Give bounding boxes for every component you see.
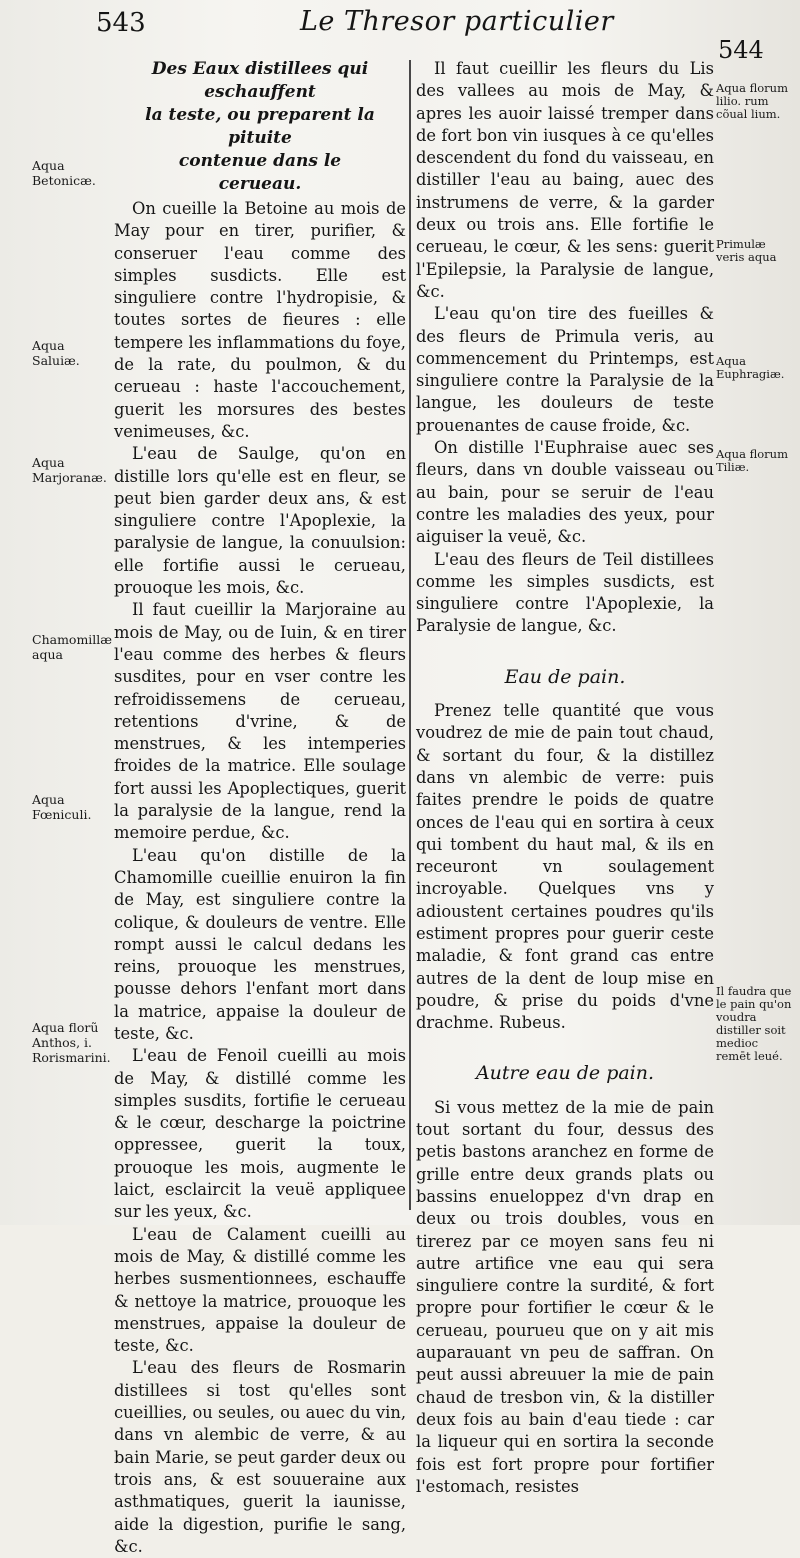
- margin-note: Aqua Marjoranæ.: [32, 455, 107, 485]
- paragraph-chamomille: L'eau qu'on distille de la Chamomille cueillie enuiron la fin de May, est singuliere contre la colique, & douleurs de ventre. Elle rompt aussi le calcul dedans les reins, prouoque les menstrues, pousse dehors l'enfant mort dans la matrice, appaise la douleur de teste, &c.: [114, 845, 406, 1043]
- section-title-autre-eau-de-pain: Autre eau de pain.: [475, 1062, 655, 1085]
- margin-note: Aqua Fœniculi.: [32, 792, 92, 822]
- paragraph-autre-eau-de-pain: Si vous mettez de la mie de pain tout sortant du four, dessus des petis bastons aranchez en forme de grille entre deux grands plats ou bassins enueloppez d'vn drap en deux ou trois doubles, vous en tirerez par ce moyen sans feu ni autre artifice vne eau qui sera singuliere contre la surdité, & fort propre pour fortifier le cœur & le cerueau, pourueu que on y ait mis auparauant vn peu de saffran. On peut aussi abreuuer la mie de pain chaud de tresbon vin, & la distiller deux fois au bain d'eau tiede : car la liqueur qui en sortira la seconde fois est fort propre pour fortifier l'estomach, resistes: [416, 1097, 714, 1496]
- margin-note: Chamomillæ aqua: [32, 632, 113, 662]
- right-column: [416, 58, 714, 1498]
- margin-note: Aqua florum lilio. rum cõual lium.: [716, 81, 788, 121]
- margin-note: Il faudra que le pain qu'on voudra distiller soit medioc remēt leué.: [716, 984, 792, 1063]
- paragraph-calament: L'eau de Calament cueilli au mois de May, & distillé comme les herbes susmentionnees, eschauffe & nettoye la matrice, prouoque les menstrues, appaise la douleur de teste, &c.: [114, 1224, 406, 1356]
- left-column: [114, 58, 406, 1558]
- page-number-right: 544: [718, 36, 764, 64]
- margin-note: Aqua Saluiæ.: [32, 338, 80, 368]
- running-title: [300, 6, 614, 37]
- running-title-text: Le Thresor particulier: [300, 6, 614, 37]
- column-divider: [409, 60, 411, 1210]
- margin-note: Aqua florũ Anthos, i. Rorismarini.: [32, 1020, 111, 1065]
- paragraph-primula: L'eau qu'on tire des fueilles & des fleurs de Primula veris, au commencement du Printemps, est singuliere contre la Paralysie de la langue, les douleurs de teste prouenantes de cause froide, &c.: [416, 304, 714, 435]
- margin-note: Primulæ veris aqua: [716, 237, 777, 264]
- title-line: contenue dans le: [178, 151, 342, 171]
- paragraph-euphraise: On distille l'Euphraise auec ses fleurs, dans vn double vaisseau ou au bain, pour se seruir de l'eau contre les maladies des yeux, pour aiguiser la veuë, &c.: [416, 438, 714, 547]
- chapter-title: [114, 58, 406, 196]
- section-title-eau-de-pain: Eau de pain.: [504, 665, 626, 688]
- title-line: la teste, ou preparent la pituite: [145, 105, 375, 148]
- paragraph-fenoil: L'eau de Fenoil cueilli au mois de May, & distillé comme les simples susdits, fortifie le cerueau & le cœur, descharge la poictrine oppressee, guerit la toux, prouoque les mois, augmente le laict, esclaircit la veuë appliquee sur les yeux, &c.: [114, 1046, 406, 1222]
- paragraph-betoine: On cueille la Betoine au mois de May pour en tirer, purifier, & conseruer l'eau comme des simples susdicts. Elle est singuliere contre l'hydropisie, & toutes sortes de fieures : elle tempere les inflammations du foye, de la rate, du poulmon, & du cerueau : haste l'accouchement, guerit les morsures des bestes venimeuses, &c.: [114, 199, 406, 441]
- paragraph-lis: Il faut cueillir les fleurs du Lis des vallees au mois de May, & apres les auoir laissé tremper dans de fort bon vin iusques à ce qu'elles descendent du fond du vaisseau, en distiller l'eau au baing, auec des instrumens de verre, & la garder deux ou trois ans. Elle fortifie le cerueau, le cœur, & les sens: guerit l'Epilepsie, la Paralysie de langue, &c.: [416, 59, 714, 301]
- title-line: cerueau.: [218, 174, 302, 194]
- paragraph-eau-de-pain: Prenez telle quantité que vous voudrez de mie de pain tout chaud, & sortant du four, & la distillez dans vn alembic de verre: puis faites prendre le poids de quatre onces de l'eau qui en sortira à ceux qui tombent du haut mal, & ils en receuront vn soulagement incroyable. Quelques vns y adioustent certaines poudres qu'ils estiment propres pour guerir ceste maladie, & font grand cas entre autres de la dent de loup mise en poudre, & prise du poids d'vne drachme. Rubeus.: [416, 701, 714, 1033]
- margin-note: Aqua Betonicæ.: [32, 158, 96, 188]
- paragraph-rosmarin: L'eau des fleurs de Rosmarin distillees si tost qu'elles sont cueillies, ou seules, ou auec du vin, dans vn alembic de verre, & au bain Marie, se peut garder deux ou trois ans, & est souueraine aux asthmatiques, guerit la iaunisse, aide la digestion, purifie le sang, &c.: [114, 1358, 406, 1556]
- margin-note: Aqua florum Tiliæ.: [716, 447, 788, 474]
- page-number-left: 543: [96, 8, 146, 38]
- title-line: Des Eaux distillees qui eschauffent: [151, 59, 369, 102]
- paragraph-saulge: L'eau de Saulge, qu'on en distille lors qu'elle est en fleur, se peut bien garder deux ans, & est singuliere contre l'Apoplexie, la paralysie de langue, la conuulsion: elle fortifie aussi le cerueau, prouoque les mois, &c.: [114, 444, 406, 598]
- paragraph-marjoraine: Il faut cueillir la Marjoraine au mois de May, ou de Iuin, & en tirer l'eau comme des herbes & fleurs susdites, pour en vser contre les refroidissemens de cerueau, retentions d'vrine, & de menstrues, & les intemperies froides de la matrice. Elle soulage fort aussi les Apoplectiques, guerit la paralysie de la langue, rend la memoire perdue, &c.: [114, 600, 406, 843]
- margin-note: Aqua Euphragiæ.: [716, 354, 785, 381]
- paragraph-teil: L'eau des fleurs de Teil distillees comme les simples susdicts, est singuliere contre l'Apoplexie, la Paralysie de langue, &c.: [416, 549, 714, 636]
